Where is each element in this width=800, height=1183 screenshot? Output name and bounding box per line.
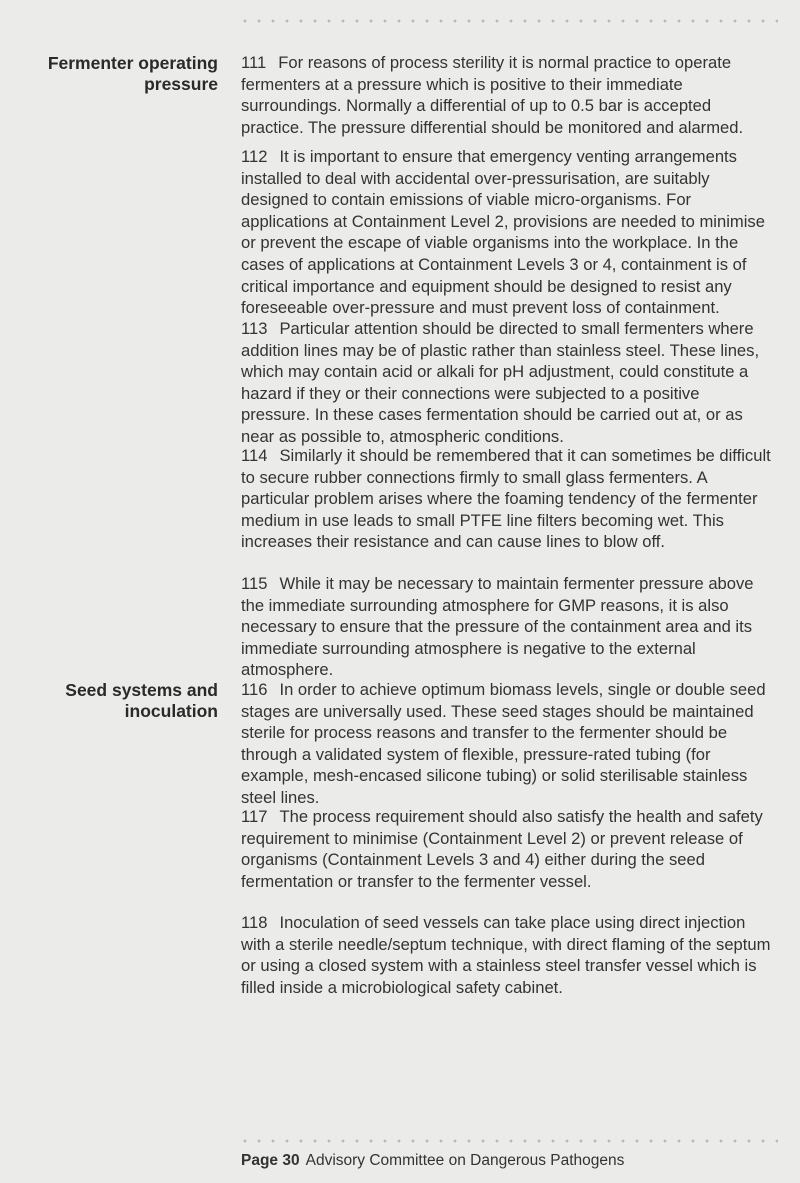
paragraph-117 [241,806,771,892]
section-heading-line: Seed systems and [65,680,218,700]
section-heading-line: inoculation [124,701,218,721]
bottom-dotted-rule [238,1138,778,1144]
section-heading-line: Fermenter operating [47,53,218,73]
paragraph-number: 111 [241,53,267,72]
paragraph-number: 118 [241,913,268,932]
paragraph-112 [241,146,771,319]
paragraph-115 [241,573,771,681]
page-number: Page 30 [241,1152,300,1169]
paragraph-111 [241,52,771,138]
page-footer [241,1152,624,1170]
footer-title: Advisory Committee on Dangerous Pathogens [305,1152,625,1169]
top-dotted-rule [238,18,778,24]
paragraph-text: In order to achieve optimum biomass levels, single or double seed stages are universally used. These seed stages should be maintained sterile for process reasons and transfer to the fermenter should be through a validated system of flexible, pressure-rated tubing (for example, mesh-encased silicone tubing) or solid sterilisable stainless steel lines. [241,680,766,807]
paragraph-118 [241,912,771,998]
paragraph-114 [241,445,771,553]
paragraph-text: Inoculation of seed vessels can take place using direct injection with a sterile needle/septum technique, with direct flaming of the septum or using a closed system with a stainless steel transfer vessel which is filled inside a microbiological safety cabinet. [241,913,771,997]
paragraph-text: It is important to ensure that emergency venting arrangements installed to deal with accidental over-pressurisation, are suitably designed to contain emissions of viable micro-organisms. For applications at Containment Level 2, provisions are needed to minimise or prevent the escape of viable organisms into the workplace. In the cases of applications at Containment Levels 3 or 4, containment is of critical importance and equipment should be designed to resist any foreseeable over-pressure and must prevent loss of containment. [241,147,765,318]
section-heading-fermenter-pressure [0,53,218,95]
paragraph-number: 113 [241,319,268,338]
paragraph-text: Particular attention should be directed to small fermenters where addition lines may be of plastic rather than stainless steel. These lines, which may contain acid or alkali for pH adjustment, could constitute a hazard if they or their connections were subjected to a positive pressure. In these cases fermentation should be carried out at, or as near as possible to, atmospheric conditions. [241,319,760,446]
paragraph-text: The process requirement should also satisfy the health and safety requirement to minimise (Containment Level 2) or prevent release of organisms (Containment Levels 3 and 4) either during the seed fermentation or transfer to the fermenter vessel. [241,807,763,891]
paragraph-number: 117 [241,807,268,826]
section-heading-seed-systems [0,680,218,722]
paragraph-text: For reasons of process sterility it is normal practice to operate fermenters at a pressure which is positive to their immediate surroundings. Normally a differential of up to 0.5 bar is accepted practice. The pressure differential should be monitored and alarmed. [241,53,744,137]
paragraph-116 [241,679,771,809]
section-heading-line: pressure [144,74,218,94]
paragraph-text: While it may be necessary to maintain fermenter pressure above the immediate surrounding atmosphere for GMP reasons, it is also necessary to ensure that the pressure of the containment area and its immediate surrounding atmosphere is negative to the external atmosphere. [241,574,754,680]
paragraph-number: 116 [241,680,268,699]
paragraph-number: 115 [241,574,268,593]
paragraph-113 [241,318,771,448]
paragraph-text: Similarly it should be remembered that it can sometimes be difficult to secure rubber connections firmly to small glass fermenters. A particular problem arises where the foaming tendency of the fermenter medium in use leads to small PTFE line filters becoming wet. This increases their resistance and can cause lines to blow off. [241,446,771,552]
paragraph-number: 112 [241,147,268,166]
paragraph-number: 114 [241,446,268,465]
